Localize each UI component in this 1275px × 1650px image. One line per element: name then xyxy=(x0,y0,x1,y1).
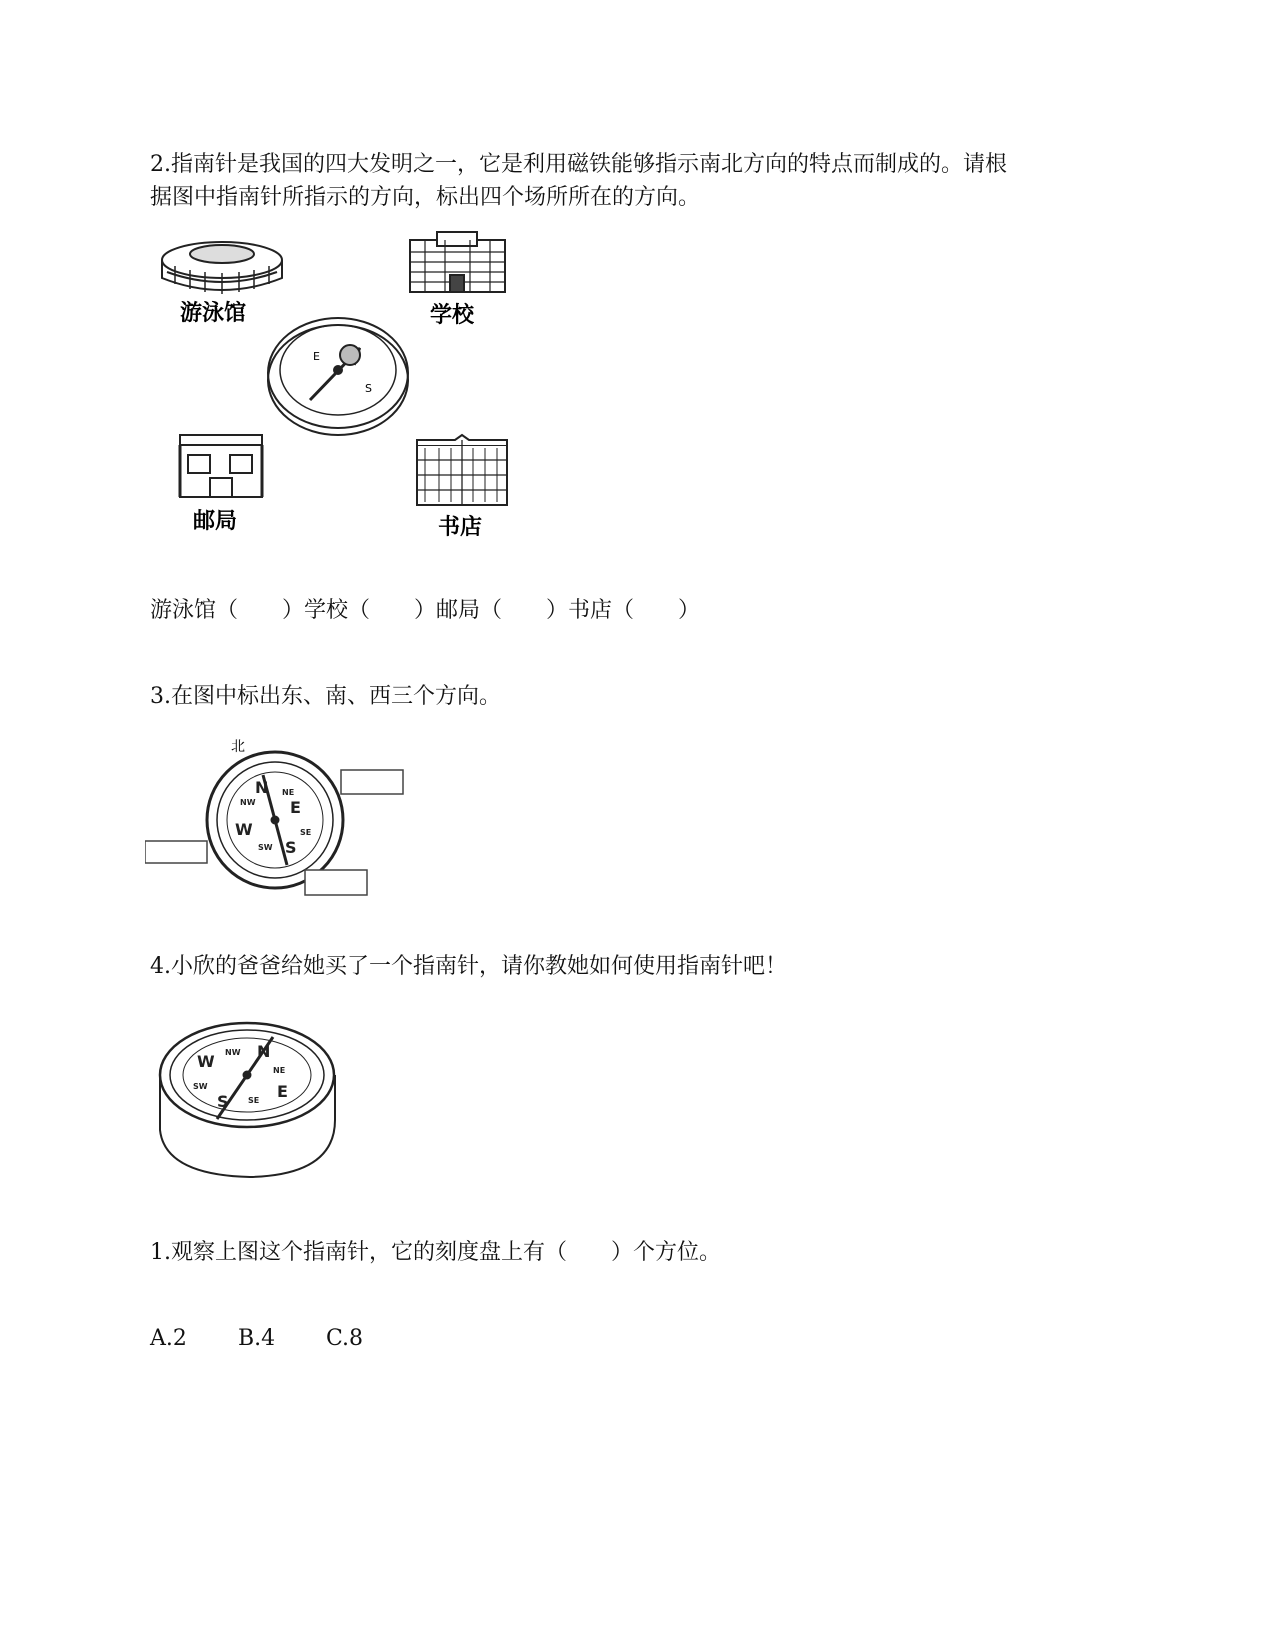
post-office-label: 邮局 xyxy=(193,509,238,534)
q3-dial-w: W xyxy=(235,820,253,839)
q4-1-options xyxy=(150,1322,363,1355)
q3-figure xyxy=(145,735,415,905)
q3-text: 3.在图中标出东、南、西三个方向。 xyxy=(150,684,501,709)
bookstore-image xyxy=(417,435,507,505)
q4-dial-n: N xyxy=(257,1042,271,1061)
q3-dial-n: N xyxy=(255,778,269,797)
pool-label: 游泳馆 xyxy=(180,301,247,326)
q4-1-text: 1.观察上图这个指南针，它的刻度盘上有（ ）个方位。 xyxy=(150,1240,721,1265)
q2-text-line1: 2.指南针是我国的四大发明之一，它是利用磁铁能够指示南北方向的特点而制成的。请根 xyxy=(150,152,1007,177)
school-image xyxy=(410,232,505,292)
school-label: 学校 xyxy=(430,303,475,328)
q4-dial-ne: NE xyxy=(273,1066,286,1075)
option-b[interactable]: B.4 xyxy=(238,1326,276,1351)
swimming-pool-image xyxy=(162,242,282,294)
q4-dial-w: W xyxy=(197,1052,215,1071)
q4-compass-image xyxy=(155,1015,345,1185)
compass-mark-s: S xyxy=(365,382,372,395)
bookstore-label: 书店 xyxy=(438,515,483,540)
q4-dial-nw: NW xyxy=(225,1048,241,1057)
q2-text-line2: 据图中指南针所指示的方向，标出四个场所所在的方向。 xyxy=(150,185,701,210)
option-a[interactable]: A.2 xyxy=(150,1326,187,1351)
answer-box-east[interactable] xyxy=(341,770,403,794)
q3-dial-e: E xyxy=(290,798,301,817)
post-office-image xyxy=(180,435,262,497)
q2-figure xyxy=(155,230,535,560)
answer-box-south[interactable] xyxy=(305,870,367,895)
q4-dial-sw: SW xyxy=(193,1082,208,1091)
compass-image xyxy=(268,318,408,435)
q4-dial-s: S xyxy=(217,1092,229,1111)
q3-dial-se: SE xyxy=(300,828,312,837)
q3-dial-sw: SW xyxy=(258,843,273,852)
option-c[interactable]: C.8 xyxy=(326,1326,364,1351)
q2-answer-line: 游泳馆（ ）学校（ ）邮局（ ）书店（ ） xyxy=(150,598,701,623)
q3-dial-nw: NW xyxy=(240,798,256,807)
q3-dial-s: S xyxy=(285,838,297,857)
q4-text: 4.小欣的爸爸给她买了一个指南针，请你教她如何使用指南针吧！ xyxy=(150,954,787,979)
q3-dial-ne: NE xyxy=(282,788,295,797)
answer-box-west[interactable] xyxy=(145,841,207,863)
q4-dial-e: E xyxy=(277,1082,288,1101)
north-label: 北 xyxy=(231,739,245,755)
q4-dial-se: SE xyxy=(248,1096,260,1105)
compass-mark-e: E xyxy=(313,350,320,363)
